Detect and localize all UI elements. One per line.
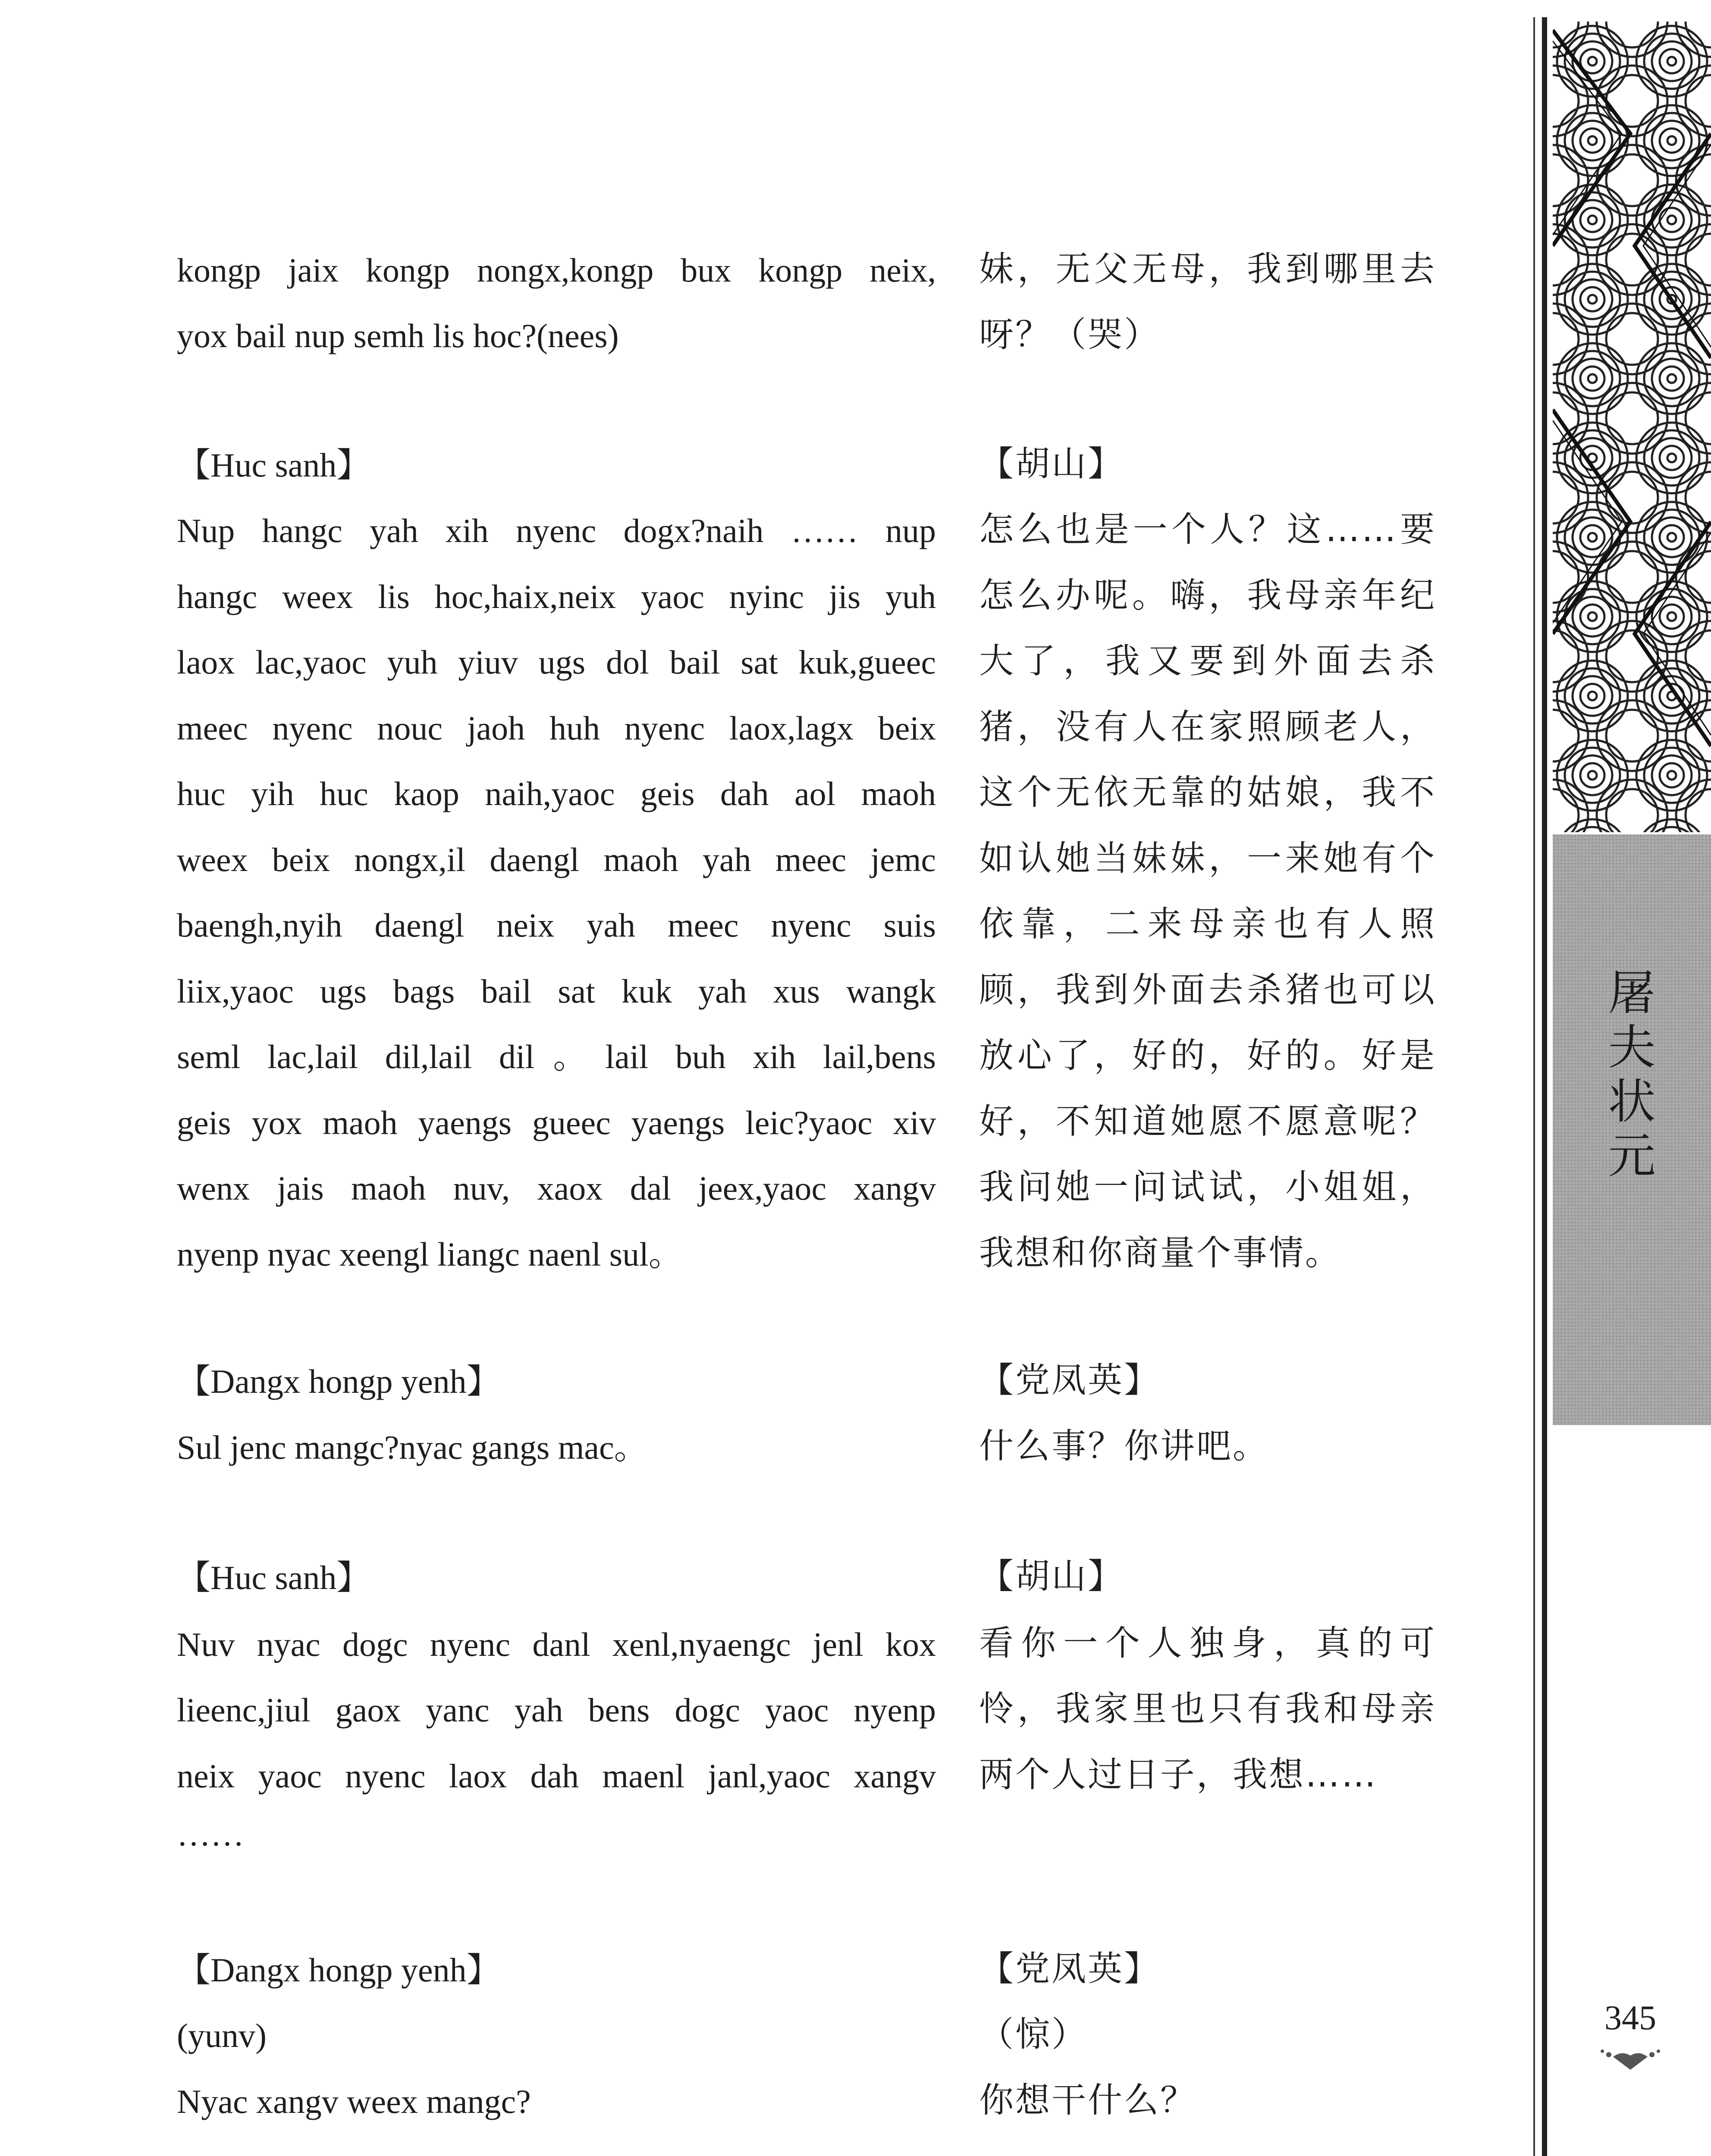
dong-line: seml lac,lail dil,lail dil。lail buh xih lail,bens xyxy=(177,1038,936,1075)
speaker-label: 【Huc sanh】 xyxy=(177,1559,370,1596)
chinese-line: 怎么办呢。嗨，我母亲年纪 xyxy=(979,575,1436,615)
chinese-line: 顾，我到外面去杀猪也可以 xyxy=(979,970,1436,1010)
chinese-line: 好，不知道她愿不愿意呢？ xyxy=(979,1101,1436,1141)
title-char: 屠 xyxy=(1608,965,1656,1021)
dong-line: Nuv nyac dogc nyenc danl xenl,nyaengc jenl kox xyxy=(177,1626,936,1663)
chinese-line: 看你一个人独身，真的可 xyxy=(979,1623,1436,1663)
title-char: 元 xyxy=(1608,1128,1656,1184)
dong-line: baengh,nyih daengl neix yah meec nyenc suis xyxy=(177,906,936,944)
speaker-label: 【胡山】 xyxy=(979,444,1124,484)
dong-line: liix,yaoc ugs bags bail sat kuk yah xus wangk xyxy=(177,972,936,1010)
book-title-vertical xyxy=(1553,966,1711,1183)
chinese-line: 我想和你商量个事情。 xyxy=(979,1233,1341,1273)
chinese-line: 如认她当妹妹，一来她有个 xyxy=(979,838,1436,878)
dong-line: meec nyenc nouc jaoh huh nyenc laox,lagx beix xyxy=(177,709,936,747)
speaker-label: 【党凤英】 xyxy=(979,1360,1160,1400)
chinese-line: 两个人过日子，我想…… xyxy=(979,1755,1378,1795)
dong-line: Nup hangc yah xih nyenc dogx?naih …… nup xyxy=(177,512,936,549)
dong-line: laox lac,yaoc yuh yiuv ugs dol bail sat kuk,gueec xyxy=(177,643,936,681)
chinese-line: 什么事？你讲吧。 xyxy=(979,1426,1269,1466)
dong-line: hangc weex lis hoc,haix,neix yaoc nyinc jis yuh xyxy=(177,578,936,615)
dong-line: wenx jais maoh nuv, xaox dal jeex,yaoc xangv xyxy=(177,1169,936,1207)
margin-rule xyxy=(1533,17,1535,2156)
dong-line: (yunv) xyxy=(177,2017,267,2054)
dong-line: geis yox maoh yaengs gueec yaengs leic?yaoc xiv xyxy=(177,1104,936,1141)
dong-line: weex beix nongx,il daengl maoh yah meec jemc xyxy=(177,841,936,878)
chinese-line: 大了，我又要到外面去杀 xyxy=(979,641,1436,681)
dong-line: …… xyxy=(177,1815,244,1853)
chinese-line: 妹，无父无母，我到哪里去 xyxy=(979,249,1436,289)
title-char: 夫 xyxy=(1608,1020,1656,1075)
chinese-line: 怎么也是一个人？这……要 xyxy=(979,509,1436,549)
page-number: 345 xyxy=(1604,1999,1656,2037)
chinese-line: 你想干什么？ xyxy=(979,2080,1196,2120)
page-number-ornament xyxy=(1596,2046,1665,2072)
chinese-line: 这个无依无靠的姑娘，我不 xyxy=(979,772,1436,812)
chinese-line: 放心了，好的，好的。好是 xyxy=(979,1035,1436,1075)
chinese-line: 猪，没有人在家照顾老人， xyxy=(979,707,1436,747)
speaker-label: 【Huc sanh】 xyxy=(177,446,370,484)
chinese-line: （惊） xyxy=(979,2014,1088,2054)
chinese-line: 我问她一问试试，小姐姐， xyxy=(979,1167,1436,1207)
title-char: 状 xyxy=(1608,1074,1656,1129)
dong-line: nyenp nyac xeengl liangc naenl sul。 xyxy=(177,1235,682,1273)
dong-line: yox bail nup semh lis hoc?(nees) xyxy=(177,317,619,354)
speaker-label: 【Dangx hongp yenh】 xyxy=(177,1951,500,1989)
speaker-label: 【Dangx hongp yenh】 xyxy=(177,1363,500,1400)
dong-line: neix yaoc nyenc laox dah maenl janl,yaoc xangv xyxy=(177,1757,936,1795)
chinese-line: 呀？（哭） xyxy=(979,314,1160,354)
dong-line: Nyac xangv weex mangc? xyxy=(177,2083,531,2120)
margin-rule xyxy=(1542,17,1547,2156)
dong-line: kongp jaix kongp nongx,kongp bux kongp neix, xyxy=(177,251,936,289)
speaker-label: 【胡山】 xyxy=(979,1556,1124,1596)
dong-line: lieenc,jiul gaox yanc yah bens dogc yaoc nyenp xyxy=(177,1691,936,1729)
dong-line: huc yih huc kaop naih,yaoc geis dah aol maoh xyxy=(177,775,936,812)
chinese-line: 依靠，二来母亲也有人照 xyxy=(979,904,1436,944)
dong-line: Sul jenc mangc?nyac gangs mac。 xyxy=(177,1429,648,1466)
cloud-pattern-ornament xyxy=(1553,22,1711,832)
chinese-line: 怜，我家里也只有我和母亲 xyxy=(979,1689,1436,1729)
speaker-label: 【党凤英】 xyxy=(979,1949,1160,1989)
